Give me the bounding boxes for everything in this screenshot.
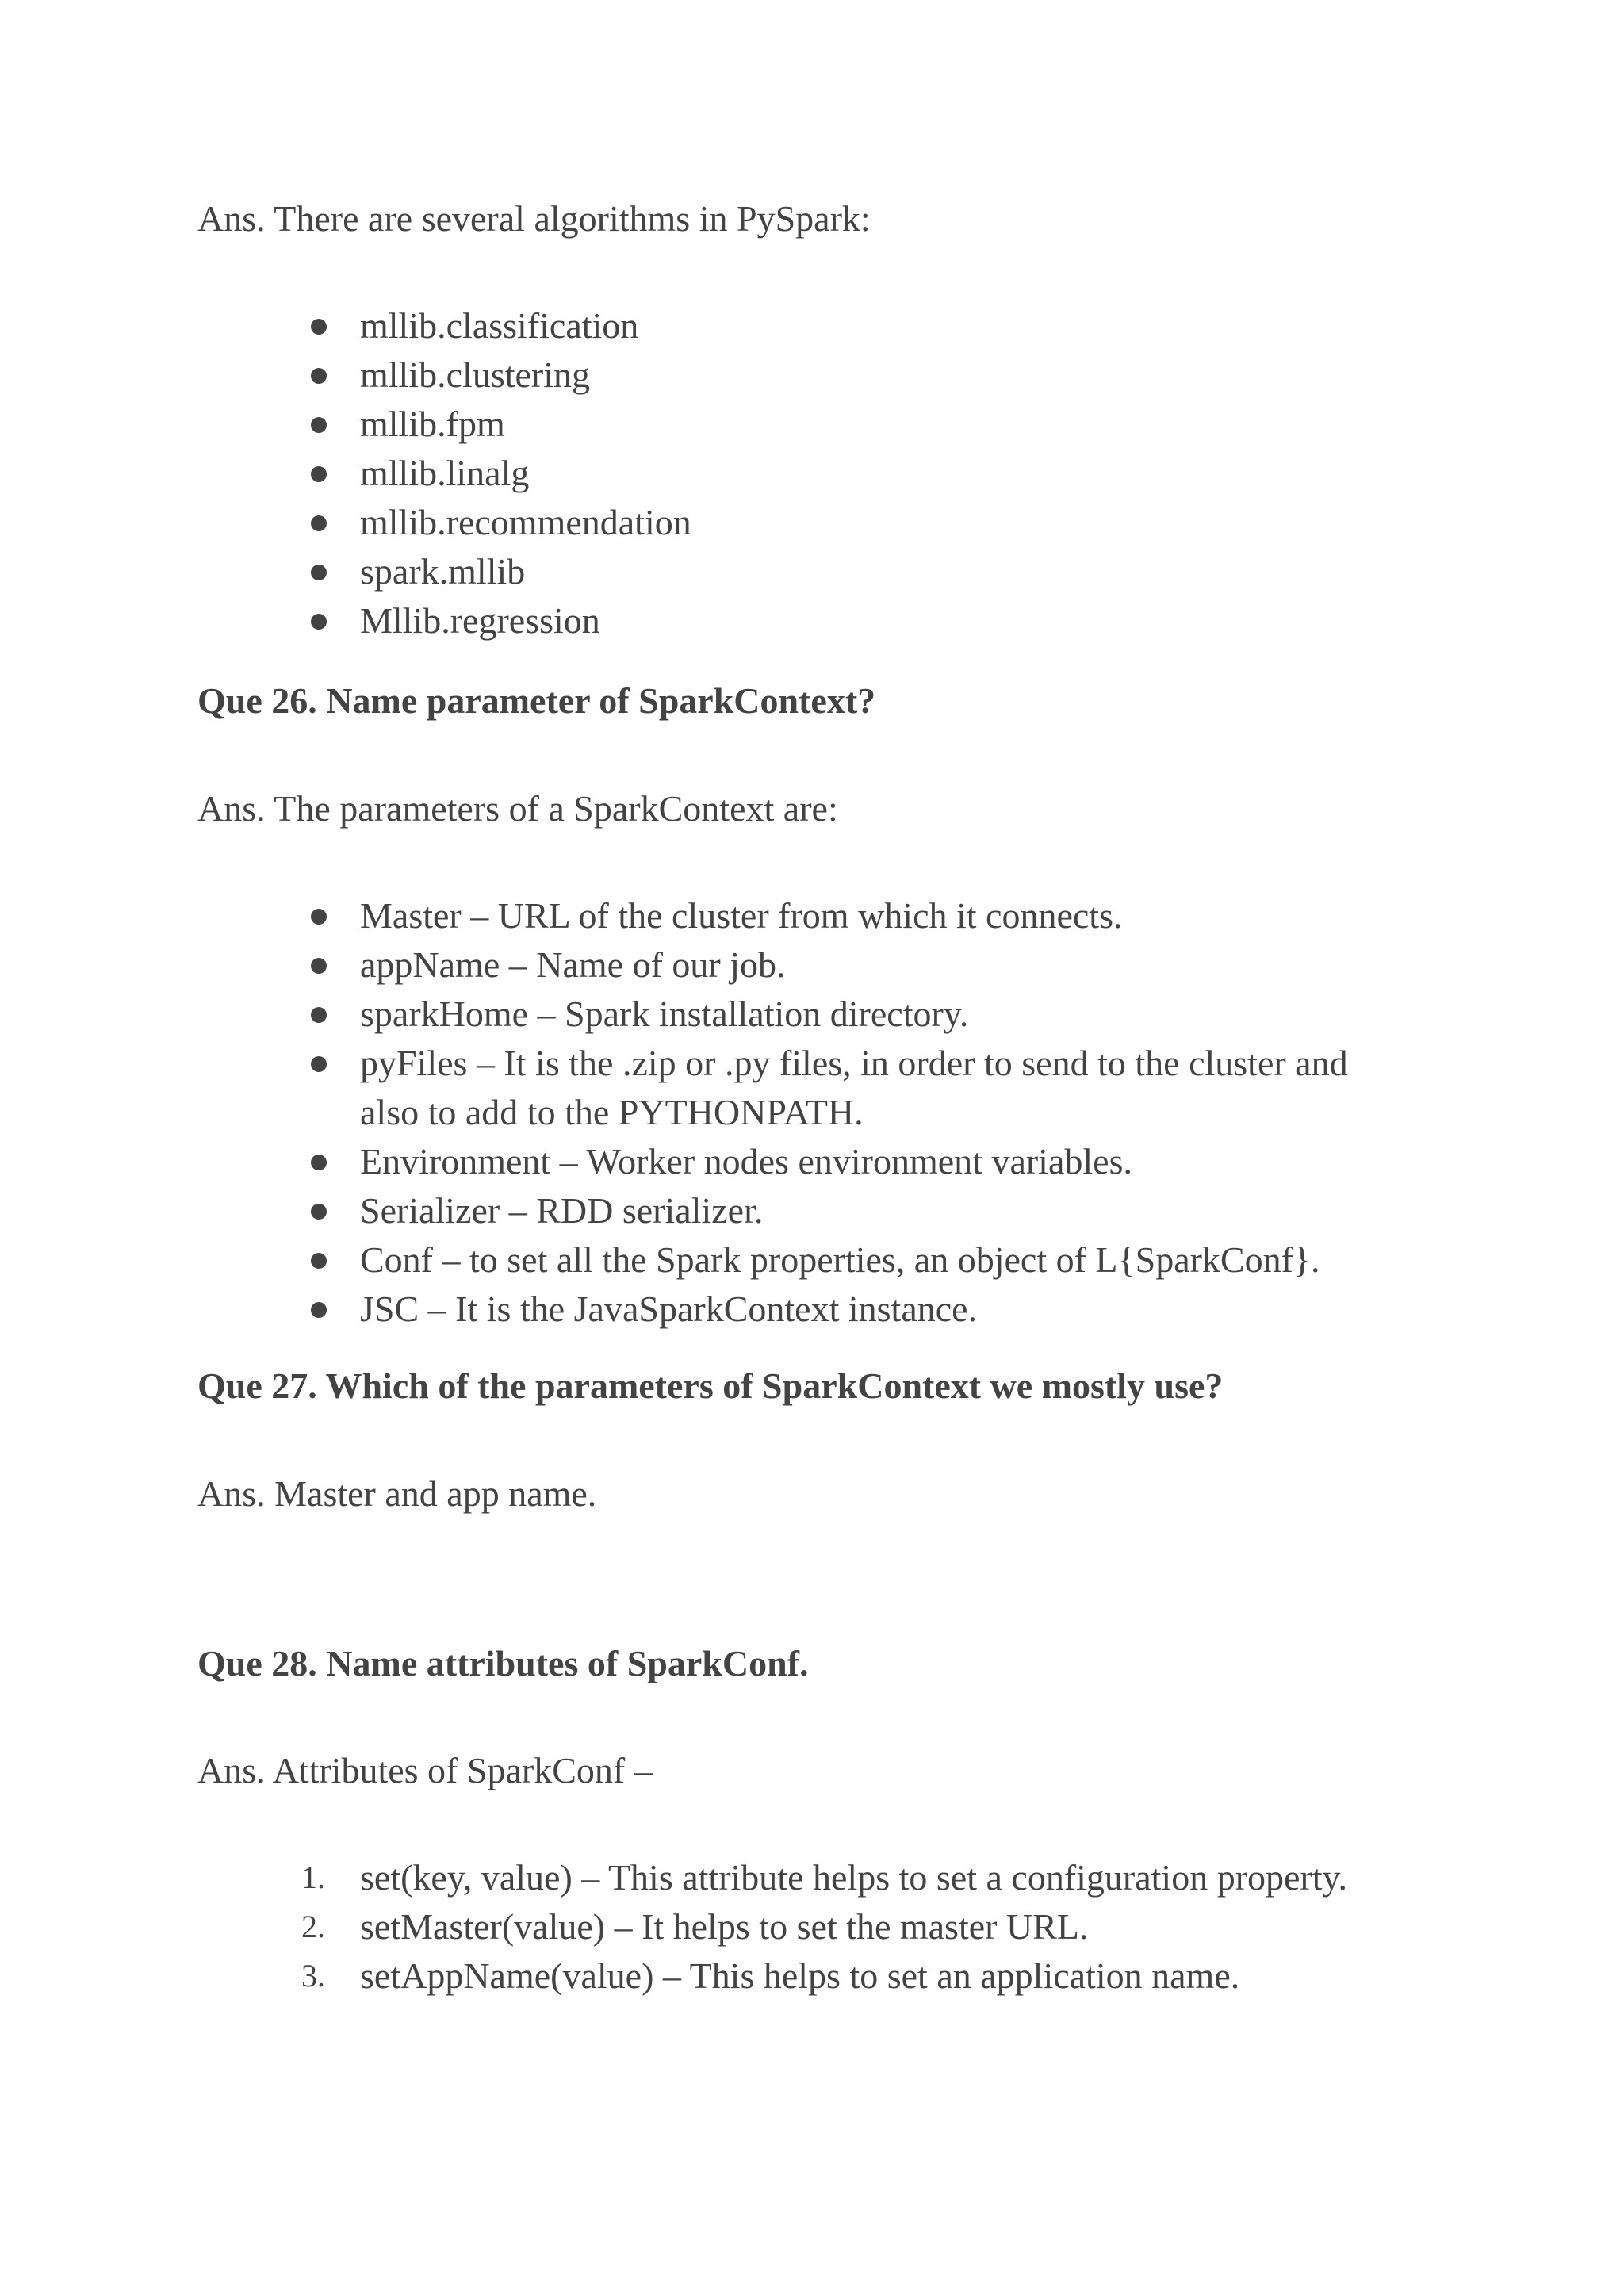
bullet-icon	[311, 909, 327, 925]
answer-28: Ans. Attributes of SparkConf –	[197, 1750, 653, 1790]
answer-27: Ans. Master and app name.	[197, 1473, 597, 1514]
list-item: Environment – Worker nodes environment variables.	[0, 1137, 1427, 1186]
list-item: Conf – to set all the Spark properties, an object of L{SparkConf}.	[0, 1235, 1427, 1285]
algorithms-list	[0, 301, 1427, 645]
bullet-icon	[311, 614, 327, 630]
question-28-heading: Que 28. Name attributes of SparkConf.	[197, 1643, 809, 1683]
bullet-icon	[311, 466, 327, 482]
list-item: Mllib.regression	[0, 596, 1427, 645]
bullet-icon	[311, 319, 327, 335]
list-item: appName – Name of our job.	[0, 940, 1427, 990]
bullet-icon	[311, 1253, 327, 1269]
list-number: 2.	[301, 1909, 325, 1944]
bullet-icon	[311, 1204, 327, 1220]
answer-25: Ans. There are several algorithms in PySpark:	[197, 198, 871, 239]
parameters-list	[0, 891, 1427, 1334]
list-item: sparkHome – Spark installation directory.	[0, 990, 1427, 1039]
attributes-list	[0, 1853, 1427, 2001]
question-27-heading: Que 27. Which of the parameters of SparkContext we mostly use?	[197, 1365, 1224, 1406]
bullet-icon	[311, 1007, 327, 1023]
list-number: 3.	[301, 1958, 325, 1993]
bullet-icon	[311, 1056, 327, 1072]
answer-26: Ans. The parameters of a SparkContext are:	[197, 788, 838, 829]
list-item: Serializer – RDD serializer.	[0, 1186, 1427, 1235]
list-item: JSC – It is the JavaSparkContext instance.	[0, 1285, 1427, 1334]
question-26-heading: Que 26. Name parameter of SparkContext?	[197, 680, 876, 721]
bullet-icon	[311, 1302, 327, 1318]
list-item: mllib.clustering	[0, 350, 1427, 400]
bullet-icon	[311, 958, 327, 974]
list-item: spark.mllib	[0, 547, 1427, 596]
list-item: 2. setMaster(value) – It helps to set the master URL.	[0, 1902, 1427, 1951]
list-item: 1. set(key, value) – This attribute helps to set a configuration property.	[0, 1853, 1427, 1902]
list-item: mllib.linalg	[0, 449, 1427, 498]
bullet-icon	[311, 1155, 327, 1170]
list-item: Master – URL of the cluster from which it connects.	[0, 891, 1427, 940]
bullet-icon	[311, 565, 327, 580]
bullet-icon	[311, 417, 327, 433]
bullet-icon	[311, 368, 327, 384]
bullet-icon	[311, 515, 327, 531]
list-item: pyFiles – It is the .zip or .py files, in order to send to the cluster and also to add to the PYTHONPATH.	[0, 1039, 1427, 1137]
list-item: 3. setAppName(value) – This helps to set an application name.	[0, 1951, 1427, 2001]
list-item: mllib.classification	[0, 301, 1427, 350]
list-number: 1.	[301, 1859, 325, 1895]
list-item: mllib.recommendation	[0, 498, 1427, 547]
list-item: mllib.fpm	[0, 400, 1427, 449]
